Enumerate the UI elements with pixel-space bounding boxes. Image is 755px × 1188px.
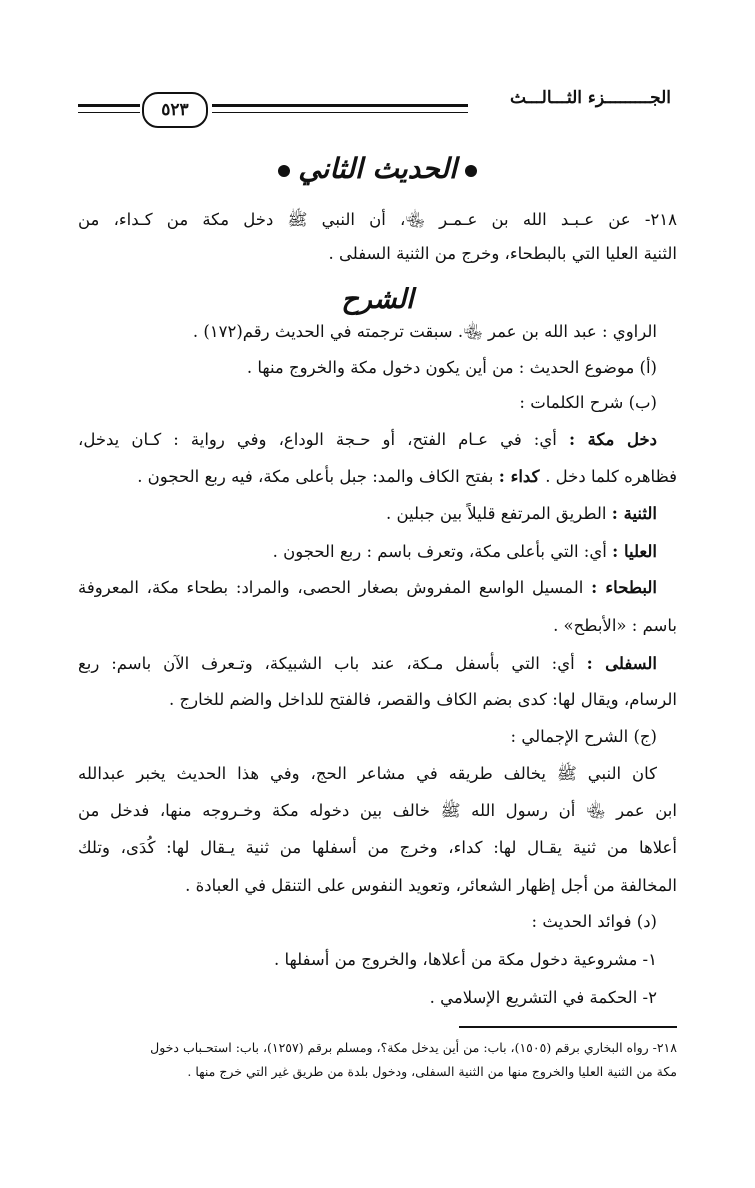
header-rule-right-thin <box>212 112 468 113</box>
page-number: ٥٢٣ <box>142 92 208 128</box>
term-text: الطريق المرتفع قليلاً بين جبلين . <box>385 504 612 523</box>
words-line-6: باسم : «الأبطح» . <box>553 616 677 635</box>
topic-text: من أين يكون دخول مكة والخروج منها . <box>246 358 519 377</box>
narrator-text: عبد الله بن عمر ﵄. سبقت ترجمته في الحديث رقم(١٧٢) . <box>192 322 602 341</box>
term-text: أي: التي بأسفل مـكة، عند باب الشبيكة، وتـعرف الآن باسم: ربع <box>78 654 587 673</box>
term-label: البطحاء : <box>591 578 657 597</box>
sharh-title: الشرح <box>341 284 414 315</box>
narrator-label: الراوي : <box>602 322 657 341</box>
hadith-title <box>0 152 755 185</box>
bullet-icon <box>465 165 477 177</box>
general-line-4: المخالفة من أجل إظهار الشعائر، وتعويد النفوس على التنقل في العبادة . <box>185 876 677 895</box>
words-line-1 <box>78 430 657 449</box>
term-text: أي: التي بأعلى مكة، وتعرف باسم : ربع الحجون . <box>272 542 613 561</box>
words-line-8: الرسام، ويقال لها: كدى بضم الكاف والقصر، فالفتح للداخل والضم للخارج . <box>168 690 677 709</box>
term-label: العليا : <box>612 542 657 561</box>
topic-label: (أ) موضوع الحديث : <box>518 358 657 377</box>
running-title: الجـــــــــزء الثـــالـــث <box>510 88 671 108</box>
term-text: أي: في عـام الفتح، أو حـجة الوداع، وفي رواية : كـان يدخل، <box>78 430 569 449</box>
words-line-4 <box>273 542 657 561</box>
header-rule-left <box>78 104 140 107</box>
words-line-7 <box>78 654 657 673</box>
footnote-rule <box>459 1026 677 1028</box>
topic-line <box>247 358 657 377</box>
term-label: دخل مكة : <box>568 430 658 449</box>
term-text: المسيل الواسع المفروش بصغار الحصى، والمراد: بطحاء مكة، المعروفة <box>78 578 592 597</box>
term-label: السفلى : <box>586 654 657 673</box>
benefit-item-1: ١- مشروعية دخول مكة من أعلاها، والخروج من أسفلها . <box>274 950 657 969</box>
header-rule-right <box>212 104 468 107</box>
bullet-icon <box>278 165 290 177</box>
hadith-text-line-2: الثنية العليا التي بالبطحاء، وخرج من الثنية السفلى . <box>328 244 677 263</box>
footnote-line-2: مكة من الثنية العليا والخروج منها من الثنية السفلى، ودخول بلدة من طريق غير التي خرج منها . <box>187 1064 677 1079</box>
narrator-line <box>193 322 657 346</box>
words-line-5 <box>78 578 657 597</box>
header-rule-left-thin <box>78 112 140 113</box>
footnote-line-1: ٢١٨- رواه البخاري برقم (١٥٠٥)، باب: من أين يدخل مكة؟، ومسلم برقم (١٢٥٧)، باب: استحـباب دخول <box>150 1040 677 1055</box>
term-text: بفتح الكاف والمد: جبل بأعلى مكة، فيه ربع الحجون . <box>137 467 499 486</box>
hadith-text-line-1: ٢١٨- عن عـبـد الله بن عـمـر ﵄، أن النبي ﷺ دخل مكة من كـداء، من <box>78 210 677 229</box>
general-line-3: أعلاها من ثنية يقـال لها: كداء، وخرج من أسفلها من ثنية يـقال لها: كُدَى، وتلك <box>78 838 677 857</box>
term-label: الثنية : <box>611 504 657 523</box>
benefits-heading: (د) فوائد الحديث : <box>531 912 657 931</box>
benefit-item-2: ٢- الحكمة في التشريع الإسلامي . <box>429 988 657 1007</box>
words-line-2 <box>137 467 677 486</box>
words-line-3 <box>386 504 657 523</box>
general-line-1: كان النبي ﷺ يخالف طريقه في مشاعر الحج، وفي هذا الحديث يخبر عبدالله <box>78 764 657 783</box>
hadith-title-text: الحديث الثاني <box>298 152 457 185</box>
general-line-2: ابن عمر ﵄ أن رسول الله ﷺ خالف بين دخوله مكة وخـروجه منها، فدخل من <box>78 801 677 820</box>
general-heading: (ج) الشرح الإجمالي : <box>510 727 657 746</box>
term-text: فظاهره كلما دخل . <box>545 467 677 486</box>
words-heading: (ب) شرح الكلمات : <box>519 393 657 412</box>
term-label: كداء : <box>498 467 546 486</box>
